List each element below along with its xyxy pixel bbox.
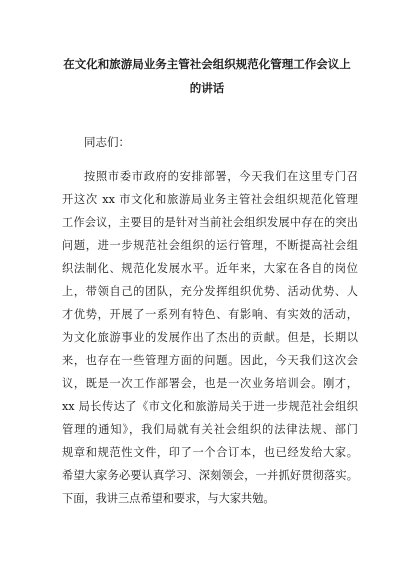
body-line: 开这次 xx 市文化和旅游局业务主管社会组织规范化管理 [62, 193, 358, 206]
body-line: 为文化旅游事业的发展作出了杰出的贡献。但是，长期以 [62, 331, 358, 344]
body-line: 规章和规范性文件，印了一个合订本，也已经发给大家。 [62, 446, 358, 459]
body-line: 上，带领自己的团队，充分发挥组织优势、活动优势、人 [62, 285, 358, 298]
body-line: 下面，我讲三点希望和要求，与大家共勉。 [62, 492, 275, 505]
body-line: 希望大家务必要认真学习、深刻领会，一并抓好贯彻落实。 [62, 469, 358, 482]
body-line: xx 局长传达了《市文化和旅游局关于进一步规范社会组织 [62, 400, 358, 413]
body-line: 议，既是一次工作部署会，也是一次业务培训会。刚才， [62, 377, 358, 390]
body-line: 来，也存在一些管理方面的问题。因此，今天我们这次会 [62, 354, 358, 367]
salutation: 同志们： [84, 135, 130, 149]
document-title-line-2: 的讲话 [189, 81, 225, 95]
body-line: 才优势，开展了一系列有特色、有影响、有实效的活动， [62, 308, 358, 321]
body-line: 织法制化、规范化发展水平。近年来，大家在各自的岗位 [62, 262, 358, 275]
body-line: 管理的通知》，我们局就有关社会组织的法律法规、部门 [62, 423, 358, 436]
body-line: 工作会议，主要目的是针对当前社会组织发展中存在的突出 [62, 216, 358, 229]
body-line: 问题，进一步规范社会组织的运行管理，不断提高社会组 [62, 239, 358, 252]
body-line: 按照市委市政府的安排部署，今天我们在这里专门召 [84, 170, 358, 183]
document-title-line-1: 在文化和旅游局业务主管社会组织规范化管理工作会议上 [63, 57, 351, 71]
